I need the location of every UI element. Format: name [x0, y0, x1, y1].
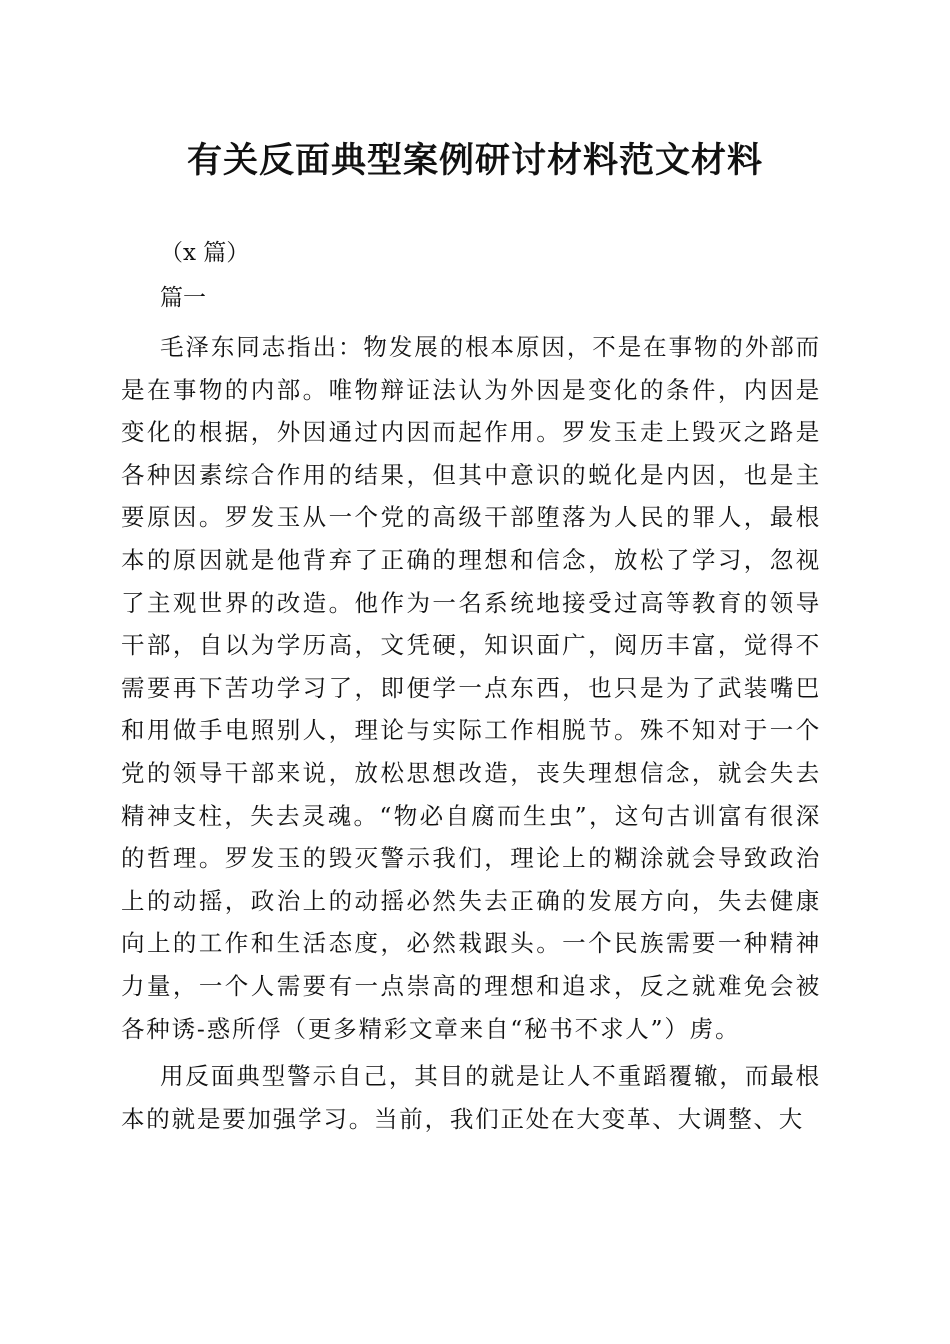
- section-heading: 篇一: [160, 285, 206, 311]
- body-paragraph-1: 毛泽东同志指出：物发展的根本原因，不是在事物的外部而是在事物的内部。唯物辩证法认为外因是变化的条件，内因是变化的根据，外因通过内因而起作用。罗发玉走上毁灭之路是各种因素综合作用的结果，但其中意识的蜕化是内因，也是主要原因。罗发玉从一个党的高级干部堕落为人民的罪人，最根本的原因就是他背弃了正确的理想和信念，放松了学习，忽视了主观世界的改造。他作为一名系统地接受过高等教育的领导干部，自以为学历高，文凭硬，知识面广，阅历丰富，觉得不需要再下苦功学习了，即便学一点东西，也只是为了武装嘴巴和用做手电照别人，理论与实际工作相脱节。殊不知对于一个党的领导干部来说，放松思想改造，丧失理想信念，就会失去精神支柱，失去灵魂。“物必自腐而生虫”，这句古训富有很深的哲理。罗发玉的毁灭警示我们，理论上的糊涂就会导致政治上的动摇，政治上的动摇必然失去正确的发展方向，失去健康向上的工作和生活态度，必然栽跟头。一个民族需要一种精神力量，一个人需要有一点崇高的理想和追求，反之就难免会被各种诱-惑所俘（更多精彩文章来自“秘书不求人”）虏。: [121, 333, 821, 1043]
- article-count-label: （x 篇）: [160, 240, 250, 266]
- body-paragraph-2: 用反面典型警示自己，其目的就是让人不重蹈覆辙，而最根本的就是要加强学习。当前，我们正处在大变革、大调整、大: [121, 1062, 821, 1133]
- document-body: [121, 326, 821, 1145]
- document-title: 有关反面典型案例研讨材料范文材料: [186, 140, 763, 181]
